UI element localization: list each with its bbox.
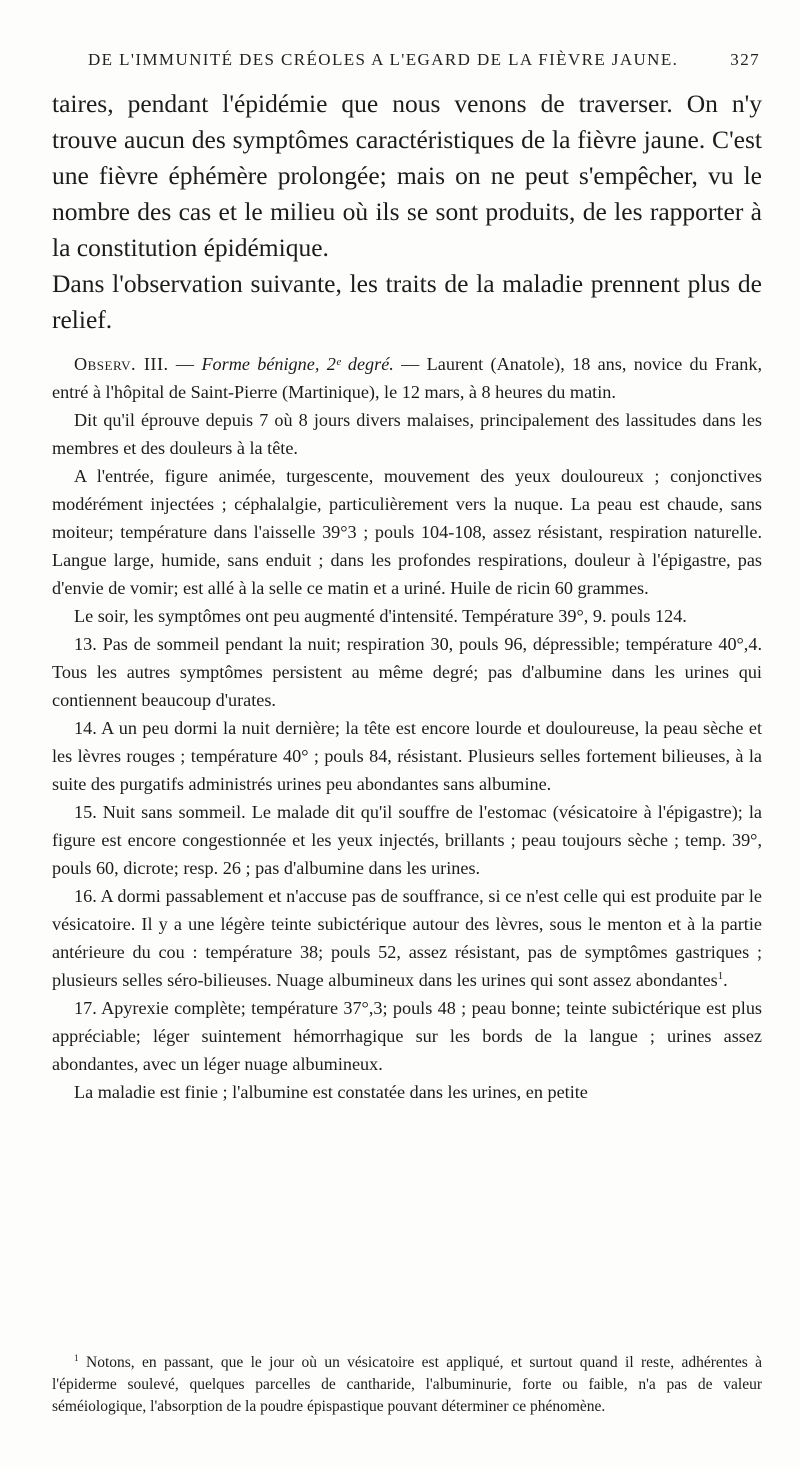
footnote-marker: 1 <box>74 1353 79 1364</box>
paragraph-history: Dit qu'il éprouve depuis 7 où 8 jours divers malaises, principalement des lassitudes dans les membres et des douleurs à la tête. <box>52 410 762 458</box>
paragraph-evening: Le soir, les symptômes ont peu augmenté d'intensité. Température 39°, 9. pouls 124. <box>74 606 687 626</box>
footnote-reference: 1 <box>717 969 724 982</box>
paragraph-intro-observation: Dans l'observation suivante, les traits de la maladie prennent plus de relief. <box>52 269 762 334</box>
paragraph-admission: A l'entrée, figure animée, turgescente, mouvement des yeux douloureux ; conjonctives modérément injectées ; céphalalgie, particulièrement vers la nuque. La peau est chaude, sans moiteur; température dans l'aisselle 39°3 ; pouls 104-108, assez résistant, respiration naturelle. Langue large, humide, sans enduit ; dans les profondes respirations, douleur à l'épigastre, pas d'envie de vomir; est allé à la selle ce matin et a uriné. Huile de ricin 60 grammes. <box>52 466 762 598</box>
footnote <box>52 1352 762 1418</box>
observation-label: Observ. III. <box>74 354 169 374</box>
observation-dash: — <box>168 354 202 374</box>
running-head-title: DE L'IMMUNITÉ DES CRÉOLES A L'EGARD DE LA FIÈVRE JAUNE. <box>88 50 679 69</box>
running-head <box>88 50 760 70</box>
day-16-text: 16. A dormi passablement et n'accuse pas de souffrance, si ce n'est celle qui est produite par le vésicatoire. Il y a une légère teinte subictérique autour des lèvres, sous le menton et à la partie antérieure du cou : température 38; pouls 52, assez résistant, pas de symptômes gastriques ; plusieurs selles séro-bilieuses. Nuage albumineux dans les urines qui sont assez abondantes <box>52 886 762 990</box>
page-body <box>52 86 762 1106</box>
paragraph-conclusion: La maladie est finie ; l'albumine est constatée dans les urines, en petite <box>74 1082 588 1102</box>
observation-heading <box>52 350 762 406</box>
paragraph-day-14: 14. A un peu dormi la nuit dernière; la tête est encore lourde et douloureuse, la peau sèche et les lèvres rouges ; température 40° ; pouls 84, résistant. Plusieurs selles fortement bilieuses, à la suite des purgatifs administrés urines peu abondantes sans albumine. <box>52 718 762 794</box>
paragraph-day-13: 13. Pas de sommeil pendant la nuit; respiration 30, pouls 96, dépressible; température 40°,4. Tous les autres symptômes persistent au même degré; pas d'albumine dans les urines qui contiennent beaucoup d'urates. <box>52 634 762 710</box>
footnote-text: Notons, en passant, que le jour où un vésicatoire est appliqué, et surtout quand il reste, adhérentes à l'épiderme soulevé, quelques parcelles de cantharide, l'albuminurie, forte ou faible, n'a pas de valeur séméiologique, l'absorption de la poudre épispastique pouvant déterminer ce phénomène. <box>52 1354 762 1415</box>
paragraph-continuation: taires, pendant l'épidémie que nous venons de traverser. On n'y trouve aucun des symptômes caractéristiques de la fièvre jaune. C'est une fièvre éphémère prolongée; mais on ne peut s'empêcher, vu le nombre des cas et le milieu où ils se sont produits, de les rapporter à la constitution épidémique. <box>52 89 762 262</box>
observation-patient: — Laurent (Anatole), 18 ans, novice du Frank, entré à l'hôpital de Saint-Pierre (Martinique), le 12 mars, à 8 heures du matin. <box>52 354 763 402</box>
day-16-end: . <box>723 970 728 990</box>
page-number: 327 <box>730 50 760 69</box>
observation-form: Forme bénigne, 2ᵉ degré. <box>201 354 394 374</box>
paragraph-day-17: 17. Apyrexie complète; température 37°,3; pouls 48 ; peau bonne; teinte subictérique est plus appréciable; léger suintement hémorrhagique sur les bords de la langue ; urines assez abondantes, avec un léger nuage albumineux. <box>52 998 762 1074</box>
paragraph-day-16 <box>52 882 762 994</box>
paragraph-day-15: 15. Nuit sans sommeil. Le malade dit qu'il souffre de l'estomac (vésicatoire à l'épigastre); la figure est encore congestionnée et les yeux injectés, brillants ; peau toujours sèche ; temp. 39°, pouls 60, dicrote; resp. 26 ; pas d'albumine dans les urines. <box>52 802 762 878</box>
